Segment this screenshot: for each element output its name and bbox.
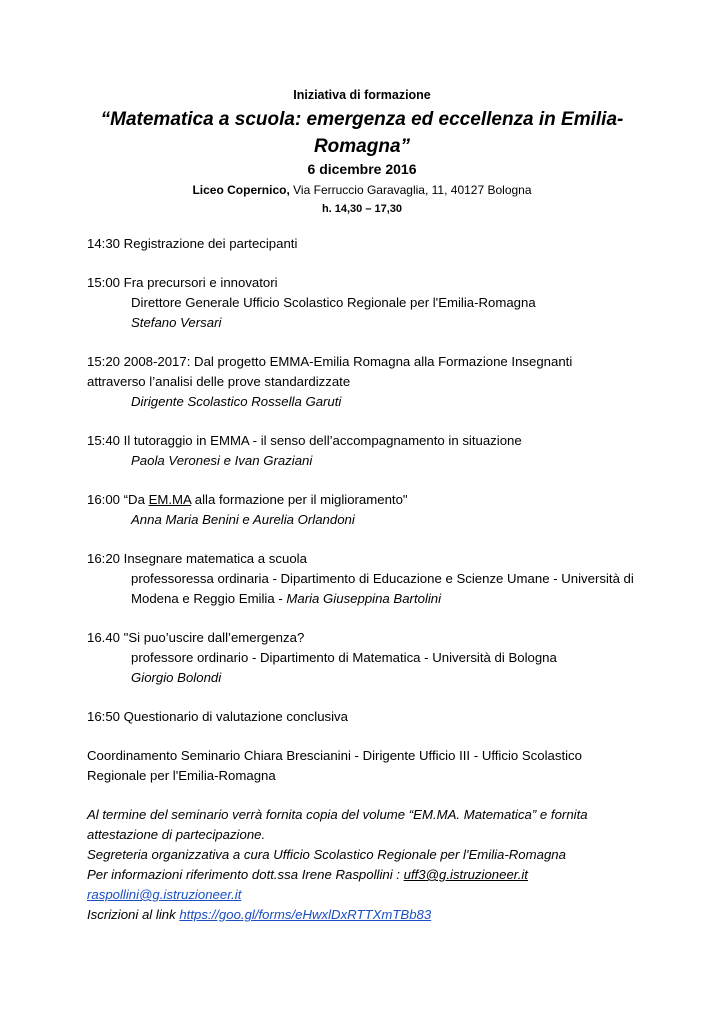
footer-line-1: Al termine del seminario verrà fornita copia del volume “EM.MA. Matematica” e fornita <box>87 807 588 822</box>
program-item <box>87 490 647 530</box>
program-speaker: Dirigente Scolastico Rossella Garuti <box>131 394 342 409</box>
emma-underlined: EM.MA <box>148 492 192 507</box>
footer-info <box>87 805 647 925</box>
program-time-title: 16.40 "Si puo’uscire dall’emergenza? <box>87 630 305 645</box>
program-item <box>87 628 647 688</box>
program-item <box>87 352 647 412</box>
event-kicker: Iniziativa di formazione <box>293 88 431 102</box>
program-time-title <box>87 490 647 510</box>
program-time-title: 15:00 Fra precursori e innovatori <box>87 275 278 290</box>
program-item <box>87 549 647 609</box>
program-item <box>87 234 647 254</box>
contact-email-uff3[interactable]: uff3@g.istruzioneer.it <box>403 867 528 882</box>
program-time-title: 16:50 Questionario di valutazione conclusiva <box>87 709 348 724</box>
program-speaker: Giorgio Bolondi <box>131 670 222 685</box>
event-title <box>0 106 724 160</box>
program-speaker: Maria Giuseppina Bartolini <box>286 591 442 606</box>
program-role-suffix: Modena e Reggio Emilia - <box>131 591 287 606</box>
footer-line-5 <box>87 885 647 905</box>
event-date: 6 dicembre 2016 <box>307 161 417 177</box>
footer-line-3: Segreteria organizzativa a cura Ufficio Scolastico Regionale per l'Emilia-Romagna <box>87 847 566 862</box>
coordination-note <box>87 746 647 786</box>
program-item <box>87 273 647 333</box>
footer-line-2: attestazione di partecipazione. <box>87 827 266 842</box>
footer-line-4 <box>87 865 647 885</box>
coordination-line-1: Coordinamento Seminario Chiara Brescianini - Dirigente Ufficio III - Ufficio Scolastico <box>87 748 582 763</box>
program-item <box>87 431 647 471</box>
coordination-line-2: Regionale per l'Emilia-Romagna <box>87 768 276 783</box>
contact-label: Per informazioni riferimento dott.ssa Irene Raspollini : <box>87 867 404 882</box>
program-title-prefix: 16:00 “Da <box>87 492 149 507</box>
venue-name: Liceo Copernico, <box>192 183 290 197</box>
program-role-continued <box>87 589 647 609</box>
signup-form-link[interactable]: https://goo.gl/forms/eHwxlDxRTTXmTBb83 <box>179 907 432 922</box>
program-time-title: 15:20 2008-2017: Dal progetto EMMA-Emilia Romagna alla Formazione Insegnanti <box>87 354 573 369</box>
venue-address: Via Ferruccio Garavaglia, 11, 40127 Bologna <box>289 183 532 197</box>
event-title-line-1: “Matematica a scuola: emergenza ed eccellenza in Emilia- <box>100 109 624 130</box>
signup-label: Iscrizioni al link <box>87 907 180 922</box>
program-title-suffix: alla formazione per il miglioramento" <box>191 492 408 507</box>
program-body <box>87 234 647 925</box>
program-speaker: Anna Maria Benini e Aurelia Orlandoni <box>131 512 355 527</box>
program-item <box>87 707 647 727</box>
program-speaker: Stefano Versari <box>131 315 222 330</box>
contact-email-raspollini-link[interactable]: raspollini@g.istruzioneer.it <box>87 887 242 902</box>
footer-line-6 <box>87 905 647 925</box>
program-role: professoressa ordinaria - Dipartimento di Educazione e Scienze Umane - Università di <box>131 571 634 586</box>
program-time-title: 14:30 Registrazione dei partecipanti <box>87 236 298 251</box>
event-venue <box>0 183 724 197</box>
event-hours: h. 14,30 – 17,30 <box>321 203 403 215</box>
program-role: professore ordinario - Dipartimento di Matematica - Università di Bologna <box>131 650 557 665</box>
program-time-title: 16:20 Insegnare matematica a scuola <box>87 551 307 566</box>
program-time-title: 15:40 Il tutoraggio in EMMA - il senso dell’accompagnamento in situazione <box>87 433 522 448</box>
program-title-continued: attraverso l’analisi delle prove standardizzate <box>87 374 351 389</box>
program-role: Direttore Generale Ufficio Scolastico Regionale per l'Emilia-Romagna <box>131 295 536 310</box>
program-speaker: Paola Veronesi e Ivan Graziani <box>131 453 313 468</box>
event-title-line-2: Romagna” <box>313 136 411 157</box>
